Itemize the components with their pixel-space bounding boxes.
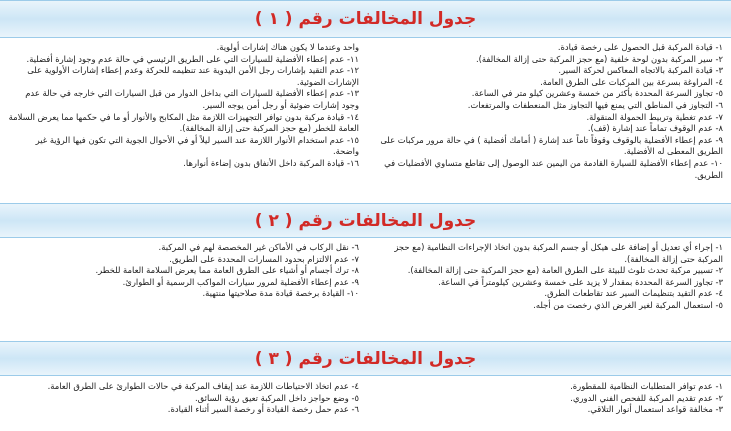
table1-left-column (7, 42, 359, 170)
list-item: ٤- عدم اتخاذ الاحتياطات اللازمة عند إيقاف المركبة في حالات الطوارئ على الطرق العامة. (47, 381, 359, 391)
table1-right-column (371, 42, 723, 181)
list-item: ١- إجراء أي تعديل أو إضافة على هيكل أو جسم المركبة بدون اتخاذ الإجراءات النظامية (مع حجز المركبة حتى إزالة المخالفة). (394, 242, 723, 264)
list-item: ١٠- القيادة برخصة قيادة مدة صلاحيتها منتهية. (202, 288, 359, 299)
list-item: ٧- عدم الالتزام بحدود المسارات المحددة على الطريق. (169, 253, 359, 264)
list-item: ١- قيادة المركبة قبل الحصول على رخصة قيادة. (557, 42, 723, 52)
list-item: ١٤- قيادة مركبة بدون توافر التجهيزات اللازمة مثل المكابح والأنوار أو ما في حكمها مما يعرض السلامة العامة للخطر (مع حجز المركبة حتى إزالة المخالفة). (8, 111, 359, 134)
list-item: ١٢- عدم التقيد بإشارات رجل الأمن اليدوية عند تنظيمه للحركة وعدم إعطاء إشارات الأولوية على الإشارات الضوئية. (27, 65, 359, 87)
table3-title: جدول المخالفات رقم ( ٣ ) (254, 348, 477, 369)
list-item: ٤- المراوغة بسرعة بين المركبات على الطرق العامة. (540, 76, 723, 87)
list-item: ٣- قيادة المركبة بالاتجاه المعاكس لحركة السير. (558, 65, 723, 76)
list-item: ٣- مخالفة قواعد استعمال أنوار التلاقي. (587, 404, 723, 415)
list-item: ٧- عدم تغطية وتربيط الحمولة المنقولة. (586, 111, 723, 122)
table1-title: جدول المخالفات رقم ( ١ ) (254, 9, 477, 29)
list-item: ١٥- عدم استخدام الأنوار اللازمة عند السير ليلاً أو في الأحوال الجوية التي تكون فيها الرؤية غير واضحة. (35, 134, 359, 157)
list-item: ٢- عدم تقديم المركبة للفحص الفني الدوري. (570, 392, 723, 403)
list-item: ٢- سير المركبة بدون لوحة خلفية (مع حجز المركبة حتى إزالة المخالفة). (475, 53, 723, 64)
list-item: ٥- وضع حواجز داخل المركبة تعيق رؤية السائق. (195, 392, 359, 403)
list-item: ٦- عدم حمل رخصة القيادة أو رخصة السير أثناء القيادة. (167, 404, 359, 415)
list-item: ١٦- قيادة المركبة داخل الأنفاق بدون إضاءة أنوارها. (183, 157, 359, 168)
list-item: ٢- تسيير مركبة تحدث تلوث للبيئة على الطرق العامة (مع حجز المركبة حتى إزالة المخالفة). (407, 265, 723, 276)
list-item: ٣- تجاوز السرعة المحددة بمقدار لا يزيد على خمسة وعشرين كيلومتراً في الساعة. (438, 276, 723, 287)
list-item: ١٣- عدم إعطاء الأفضلية للسيارات التي بداخل الدوار من قبل السيارات التي خارجه في حالة عدم وجود إشارات ضوئية أو رجل أمن يوجه السير. (25, 88, 359, 110)
table3-banner (0, 341, 731, 376)
table2-banner (0, 203, 731, 238)
list-item: ٩- عدم إعطاء الأفضلية بالوقوف وقوفاً تاماً عند إشارة ( أمامك أفضلية ) في حالة مرور مركبات على الطريق المعطى له الأفضلية. (380, 134, 723, 157)
list-item: ٩- عدم إعطاء الأفضلية لمرور سيارات المواكب الرسمية أو الطوارئ. (122, 276, 359, 287)
list-item: واحد وعندما لا يكون هناك إشارات أولوية. (216, 42, 359, 52)
list-item: ٦- نقل الركاب في الأماكن غير المخصصة لهم في المركبة. (158, 242, 359, 252)
table3-left-column (7, 381, 359, 416)
list-item: ٦- التجاوز في المناطق التي يمنع فيها التجاوز مثل المنعطفات والمرتفعات. (467, 99, 723, 110)
list-item: ٨- عدم الوقوف تماماً عند إشارة (قف). (587, 123, 723, 134)
table3-right-column (371, 381, 723, 416)
table2-right-column (371, 242, 723, 312)
list-item: ١- عدم توافر المتطلبات النظامية للمقطورة. (570, 381, 723, 391)
list-item: ١٠- عدم إعطاء الأفضلية للسيارة القادمة من اليمين عند الوصول إلى تقاطع متساوي الأفضليات في الطريق. (384, 157, 723, 180)
table1-banner (0, 0, 731, 38)
list-item: ٥- استعمال المركبة لغير الغرض الذي رخصت من أجله. (533, 299, 723, 310)
list-item: ١١- عدم إعطاء الأفضلية للسيارات التي على الطريق الرئيسي في حالة عدم وجود إشارة أفضلية. (26, 53, 359, 64)
list-item: ٤- عدم التقيد بتنظيمات السير عند تقاطعات الطرق. (544, 288, 723, 299)
list-item: ٨- ترك أجسام أو أشياء على الطرق العامة مما يعرض السلامة العامة للخطر. (95, 265, 359, 276)
table2-title: جدول المخالفات رقم ( ٢ ) (254, 210, 477, 231)
list-item: ٥- تجاوز السرعة المحددة بأكثر من خمسة وعشرين كيلو متر في الساعة. (471, 88, 723, 99)
table2-left-column (7, 242, 359, 300)
